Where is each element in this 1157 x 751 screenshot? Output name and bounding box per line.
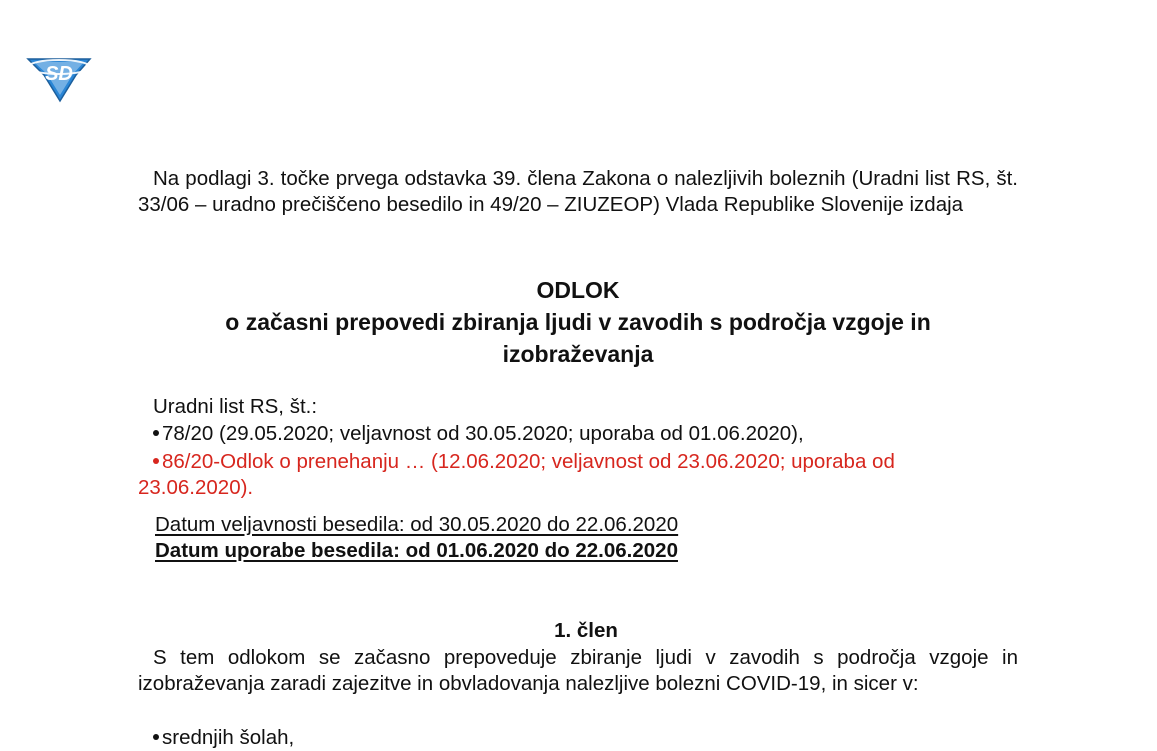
gazette-item-1-text: 78/20 (29.05.2020; veljavnost od 30.05.2020; uporaba od 01.06.2020), xyxy=(162,422,804,445)
bullet-icon xyxy=(153,458,159,464)
gazette-item-1[interactable] xyxy=(138,421,998,447)
article-1-list-item-text: srednjih šolah, xyxy=(162,726,295,749)
title-line-2: o začasni prepovedi zbiranja ljudi v zavodih s področja vzgoje in izobraževanja xyxy=(225,309,931,367)
sd-logo-icon xyxy=(22,49,96,105)
title-line-1: ODLOK xyxy=(536,277,620,303)
article-1-body xyxy=(138,645,1018,697)
gazette-label: Uradni list RS, št.: xyxy=(153,395,318,418)
bullet-icon xyxy=(153,734,159,740)
intro-paragraph xyxy=(138,166,1018,218)
intro-text: Na podlagi 3. točke prvega odstavka 39. člena Zakona o nalezljivih boleznih (Uradni list RS, št. 33/06 – uradno prečiščeno besedilo in 49/20 – ZIUZEOP) Vlada Republike Slovenije izdaja xyxy=(138,167,1018,216)
document-title xyxy=(138,274,1018,370)
gazette-item-2-text: 86/20-Odlok o prenehanju … (12.06.2020; veljavnost od 23.06.2020; uporaba od 23.06.2020). xyxy=(138,450,895,499)
validity-date: Datum veljavnosti besedila: od 30.05.2020 do 22.06.2020 xyxy=(155,513,679,536)
article-1-list-item xyxy=(138,725,294,751)
article-1-body-text: S tem odlokom se začasno prepoveduje zbiranje ljudi v zavodih s področja vzgoje in izobraževanja zaradi zajezitve in obvladovanja nalezljive bolezni COVID-19, in sicer v: xyxy=(138,646,1018,695)
bullet-icon xyxy=(153,430,159,436)
logo-text: SD xyxy=(45,63,73,85)
gazette-item-2[interactable] xyxy=(138,449,998,501)
article-1-heading: 1. člen xyxy=(554,619,618,642)
application-date: Datum uporabe besedila: od 01.06.2020 do 22.06.2020 xyxy=(155,539,678,562)
